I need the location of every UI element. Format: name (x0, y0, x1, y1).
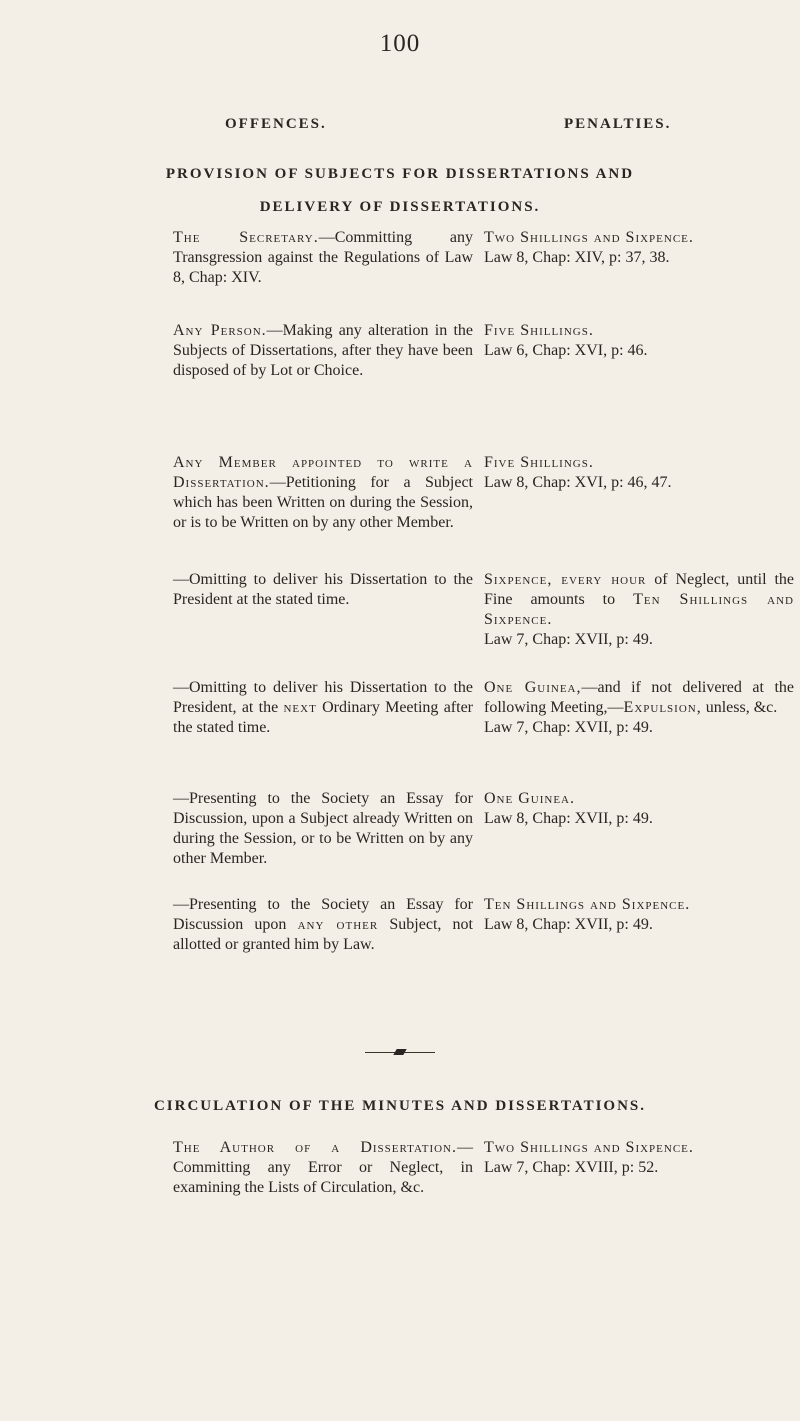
offence-text: —Making any alteration in the Subjects of Dissertations, after they have been disposed of by Lot or Choice. (173, 322, 474, 379)
offence-text: —Committing any Transgression against the Regulations of Law 8, Chap: XIV. (173, 229, 473, 286)
penalty-law: Law 7, Chap: XVII, p: 49. (484, 631, 653, 648)
offence-emphasis: any other (297, 916, 379, 933)
penalty-head: One Guinea, (484, 679, 582, 696)
penalty-head: Sixpence, every hour (484, 571, 647, 588)
offence-text-post: Subject, not allotted or granted him by Law. (173, 916, 474, 953)
offence-essay-subject-written (173, 789, 473, 869)
offence-member-appointed (173, 453, 473, 533)
penalty-law: Law 7, Chap: XVII, p: 49. (484, 719, 653, 736)
penalty-member-appointed (484, 453, 794, 493)
penalty-head: Two Shillings and Sixpence. (484, 229, 694, 246)
penalty-text: Law 8, Chap: XIV, p: 37, 38. (484, 249, 670, 266)
offence-head: Any Person. (173, 322, 267, 339)
penalty-any-person (484, 321, 794, 361)
offence-text-pre: —Presenting to the Society an Essay for Discussion upon (173, 896, 473, 933)
offence-head: The Secretary. (173, 229, 319, 246)
penalty-secretary (484, 228, 794, 268)
offence-text: —Committing any Error or Neglect, in examining the Lists of Circulation, &c. (173, 1139, 473, 1196)
penalty-text: Law 8, Chap: XVII, p: 49. (484, 810, 653, 827)
offence-author-dissertation (173, 1138, 473, 1198)
section-title-provision-line1: PROVISION OF SUBJECTS FOR DISSERTATIONS AND (165, 166, 635, 182)
penalty-text: —and if not delivered at the following Meeting,— (484, 679, 794, 716)
offence-text: —Presenting to the Society an Essay for Discussion, upon a Subject already Written on during the Session, or to be Written on by any other Member. (173, 790, 473, 867)
penalty-text: Law 8, Chap: XVI, p: 46, 47. (484, 474, 672, 491)
penalty-head: One Guinea. (484, 790, 575, 807)
offence-secretary (173, 228, 473, 288)
offence-head: Any Member appointed to write a Dissertation. (173, 454, 473, 491)
penalty-expulsion: Expulsion, (623, 699, 702, 716)
penalty-text: Law 6, Chap: XVI, p: 46. (484, 342, 648, 359)
penalty-omitting-stated-time (484, 570, 794, 650)
offence-text: —Omitting to deliver his Dissertation to the President at the stated time. (173, 571, 473, 608)
section-title-circulation: CIRCULATION OF THE MINUTES AND DISSERTATIONS. (153, 1098, 647, 1114)
penalty-omitting-next-meeting (484, 678, 794, 738)
offence-omitting-next-meeting (173, 678, 473, 738)
offence-any-person (173, 321, 473, 381)
offence-text: —Petitioning for a Subject which has been Written on during the Session, or is to be Written on by any other Member. (173, 474, 473, 531)
page-number: 100 (379, 30, 421, 57)
penalty-head: Five Shillings. (484, 322, 594, 339)
ornament-divider (365, 1050, 435, 1056)
offence-head: The Author of a Dissertation. (173, 1139, 457, 1156)
penalty-head: Five Shillings. (484, 454, 594, 471)
penalty-essay-subject-written (484, 789, 794, 829)
offences-header: OFFENCES. (225, 116, 327, 132)
penalty-text: of Neglect, until the Fine amounts to (484, 571, 794, 608)
offence-text-post: Ordinary Meeting after the stated time. (173, 699, 473, 736)
offence-omitting-stated-time (173, 570, 473, 610)
penalty-text: Law 7, Chap: XVIII, p: 52. (484, 1159, 659, 1176)
offence-text-pre: —Omitting to deliver his Dissertation to the President, at the (173, 679, 473, 716)
penalty-tail: Ten Shillings and Sixpence. (484, 591, 794, 628)
penalty-text: Law 8, Chap: XVII, p: 49. (484, 916, 653, 933)
section-title-provision-line2: DELIVERY OF DISSERTATIONS. (259, 199, 541, 215)
penalty-author-dissertation (484, 1138, 794, 1178)
offence-essay-other-subject (173, 895, 473, 955)
penalty-head: Ten Shillings and Sixpence. (484, 896, 691, 913)
penalties-header: PENALTIES. (564, 116, 672, 132)
penalty-head: Two Shillings and Sixpence. (484, 1139, 694, 1156)
penalty-text-post: unless, &c. (701, 699, 778, 716)
offence-emphasis: next (283, 699, 317, 716)
penalty-essay-other-subject (484, 895, 794, 935)
